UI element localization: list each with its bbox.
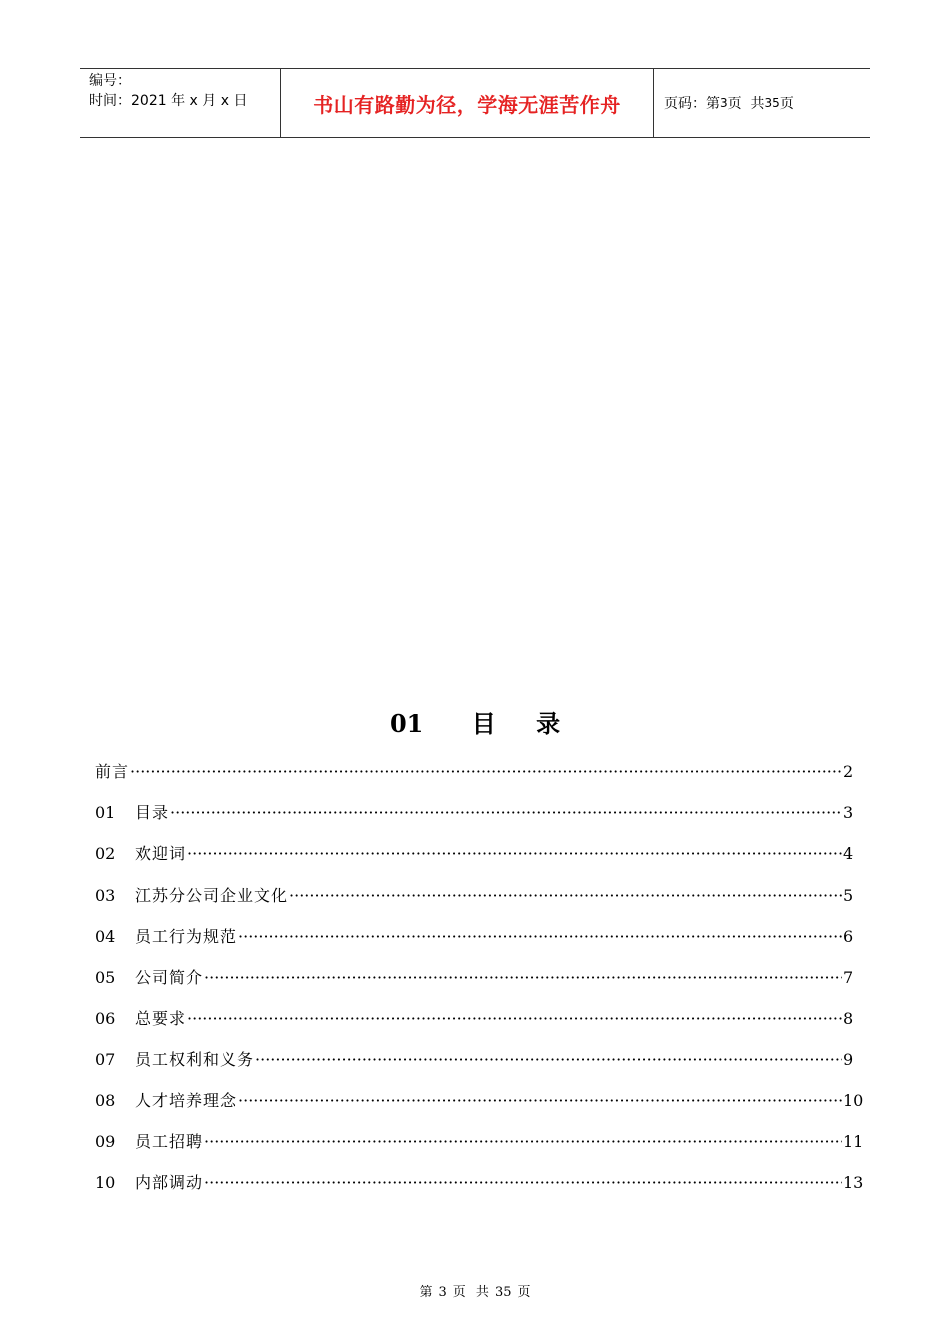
toc-entry[interactable] [95,1007,865,1031]
footer-prefix: 第 [419,1285,433,1300]
toc-entry-number: 03 [95,886,116,905]
footer-mid: 页 共 [452,1285,489,1300]
toc-leader-dots [187,842,842,866]
toc-entry-page: 11 [843,1132,864,1151]
toc-entry-page: 2 [843,762,854,781]
toc-entry-label: 员工权利和义务 [135,1050,255,1069]
toc-entry-number: 07 [95,1050,116,1069]
toc-entry-label: 公司简介 [135,968,204,987]
toc-entry[interactable] [95,925,865,949]
toc-entry[interactable] [95,1171,865,1195]
toc-entry-label: 欢迎词 [135,844,187,863]
toc-entry-number: 04 [95,927,116,946]
header-page-info [654,69,870,137]
toc-title [0,704,950,739]
toc-entry-page: 10 [843,1091,864,1110]
toc-title-char2: 录 [536,709,561,738]
toc-entry-page: 7 [843,968,854,987]
toc-leader-dots [289,884,842,908]
page-suffix: 页 [779,96,794,112]
toc-title-number: 01 [389,709,424,738]
toc-entry-page: 4 [843,844,854,863]
toc-entry-number: 05 [95,968,116,987]
toc-entry-page: 5 [843,886,854,905]
toc-entry[interactable] [95,1130,865,1154]
toc-entry-label: 前言 [95,762,130,781]
toc-leader-dots [204,966,842,990]
page-mid: 页 共 [727,96,765,112]
toc-entry-page: 9 [843,1050,854,1069]
toc-leader-dots [204,1130,842,1154]
toc-leader-dots [170,801,842,825]
footer-total: 35 [494,1285,512,1300]
toc-entry-number: 06 [95,1009,116,1028]
toc-entry-label: 员工行为规范 [135,927,238,946]
toc-entry-number: 08 [95,1091,116,1110]
toc-entry[interactable] [95,966,865,990]
toc-entry-label: 人才培养理念 [135,1091,238,1110]
toc-entry-label: 江苏分公司企业文化 [135,886,289,905]
toc-entry[interactable] [95,1089,865,1113]
toc-entry-number: 10 [95,1173,116,1192]
toc-entry-number: 02 [95,844,116,863]
toc-entry-number: 09 [95,1132,116,1151]
footer-suffix: 页 [517,1285,531,1300]
footer-current: 3 [438,1285,447,1300]
toc-entry-page: 3 [843,803,854,822]
toc-entry[interactable] [95,801,865,825]
toc-entry[interactable] [95,842,865,866]
toc-entry-label: 总要求 [135,1009,187,1028]
page-header [80,68,870,138]
toc-title-char1: 目 [471,709,496,738]
toc-entry[interactable] [95,760,865,784]
toc-entry-label: 目录 [135,803,170,822]
toc-leader-dots [255,1048,842,1072]
header-motto: 书山有路勤为径，学海无涯苦作舟 [313,92,621,117]
toc-leader-dots [187,1007,842,1031]
header-meta [80,69,281,137]
toc-entry-label: 内部调动 [135,1173,204,1192]
page-total: 35 [764,96,780,110]
page-footer [0,1281,950,1300]
toc-entry-label: 员工招聘 [135,1132,204,1151]
number-label: 编号： [89,73,131,89]
page-current: 3 [720,96,728,110]
time-label: 时间：2021 年 x 月 x 日 [89,93,248,109]
toc-entry-page: 13 [843,1173,864,1192]
toc-leader-dots [238,1089,842,1113]
header-motto-cell [281,69,654,137]
page-prefix: 页码：第 [664,96,720,112]
toc-leader-dots [238,925,842,949]
toc-entry[interactable] [95,884,865,908]
toc-entry-page: 8 [843,1009,854,1028]
toc-leader-dots [204,1171,842,1195]
toc-entry-number: 01 [95,803,116,822]
toc-leader-dots [130,760,842,784]
toc-entry-page: 6 [843,927,854,946]
toc-entry[interactable] [95,1048,865,1072]
